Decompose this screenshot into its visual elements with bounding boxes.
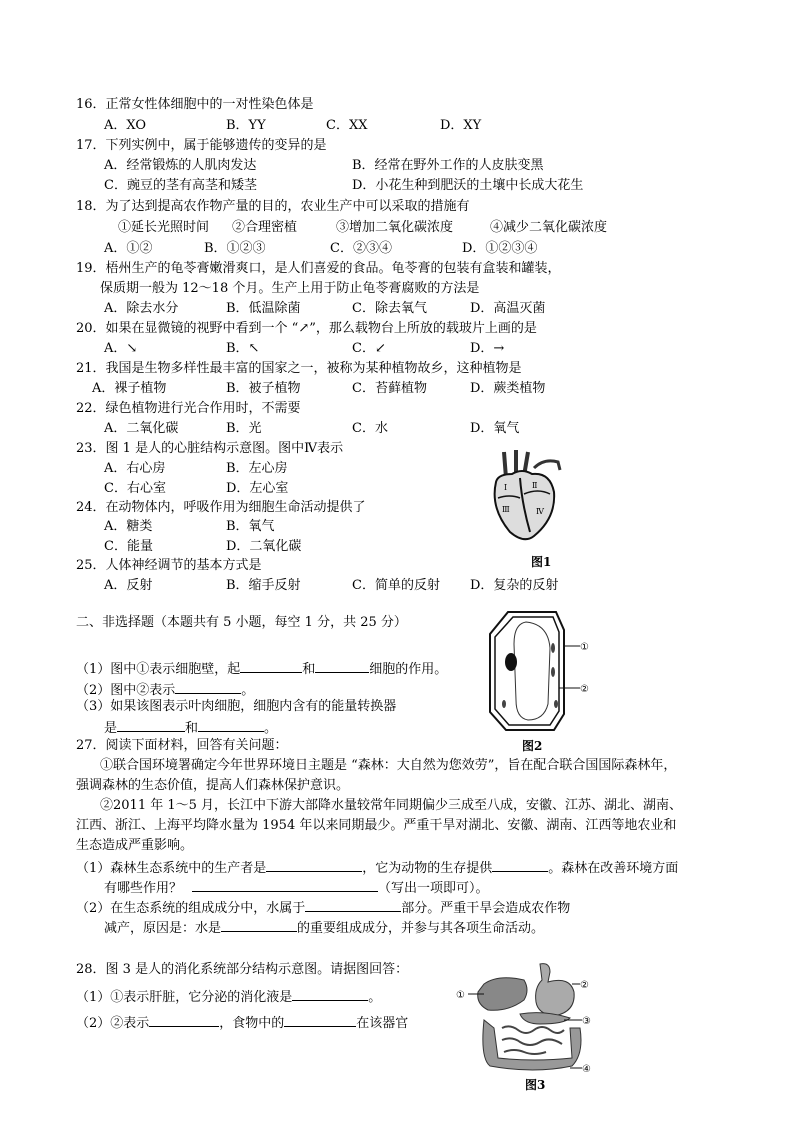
q21-stem: 21．我国是生物多样性最丰富的国家之一，被称为某种植物故乡，这种植物是 (76, 361, 522, 376)
q26-blank-2[interactable] (315, 658, 369, 673)
q18-stem: 18．为了达到提高农作物产量的目的，农业生产中可以采取的措施有 (76, 199, 470, 214)
q27-part-2-cont: 减产，原因是：水是 的重要组成成分，并参与其各项生命活动。 (104, 917, 544, 938)
q22-option-a[interactable]: A．二氧化碳 (104, 421, 179, 436)
q25-option-a[interactable]: A．反射 (104, 578, 153, 593)
heart-label-4: Ⅳ (536, 507, 544, 516)
q27-material-2: ②2011 年 1～5 月，长江中下游大部降水量较常年同期偏少三成至八成，安徽、江苏、湖北、湖南、 (100, 798, 683, 813)
q20-option-d[interactable]: D．→ (470, 341, 505, 356)
q26-part-2: （2）图中②表示 。 (76, 679, 254, 700)
q26-part-3-cont: 是 和 。 (104, 717, 277, 738)
q19-stem: 19．梧州生产的龟苓膏嫩滑爽口，是人们喜爱的食品。龟苓膏的包装有盒装和罐装， (76, 261, 561, 276)
q20-option-b[interactable]: B．↖ (226, 341, 260, 356)
q26-blank-3[interactable] (175, 679, 241, 694)
q17-option-a[interactable]: A．经常锻炼的人肌肉发达 (104, 158, 257, 173)
q24-option-d[interactable]: D．二氧化碳 (226, 539, 302, 554)
q18-option-d[interactable]: D．①②③④ (462, 241, 538, 256)
heart-label-2: Ⅱ (532, 481, 538, 490)
q27-part-2: （2）在生态系统的组成成分中，水属于 部分。严重干旱会造成农作物 (76, 897, 570, 918)
q23-option-d[interactable]: D．左心室 (226, 481, 289, 496)
q27-stem: 27．阅读下面材料，回答有关问题： (76, 738, 288, 753)
q22-option-c[interactable]: C．水 (352, 421, 388, 436)
q16-option-a[interactable]: A．XO (104, 118, 147, 133)
q27-part-1: （1）森林生态系统中的生产者是 ，它为动物的生存提供 。森林在改善环境方面 (76, 857, 678, 878)
cell-label-2: ② (580, 684, 589, 695)
q18-measure-1: ①延长光照时间 (118, 220, 210, 235)
digestive-label-3: ③ (582, 1016, 591, 1027)
q24-option-c[interactable]: C．能量 (104, 539, 153, 554)
q26-blank-1[interactable] (240, 658, 302, 673)
q18-option-b[interactable]: B．①②③ (204, 241, 266, 256)
digestive-label-1: ① (456, 990, 465, 1001)
q23-option-c[interactable]: C．右心室 (104, 481, 166, 496)
q20-option-c[interactable]: C．↙ (352, 341, 386, 356)
q25-option-d[interactable]: D．复杂的反射 (470, 578, 559, 593)
q28-blank-2[interactable] (149, 1012, 219, 1027)
q23-option-a[interactable]: A．右心房 (104, 461, 166, 476)
q27-blank-5[interactable] (221, 917, 297, 932)
q28-part-1: （1）①表示肝脏，它分泌的消化液是 。 (76, 986, 381, 1007)
q24-stem: 24．在动物体内，呼吸作用为细胞生命活动提供了 (76, 500, 366, 515)
q28-part-2: （2）②表示 ，食物中的 在该器官 (76, 1012, 408, 1033)
q26-part-3: （3）如果该图表示叶肉细胞，细胞内含有的能量转换器 (76, 699, 397, 714)
q22-stem: 22．绿色植物进行光合作用时，不需要 (76, 401, 301, 416)
q24-option-a[interactable]: A．糖类 (104, 519, 153, 534)
plant-cell-diagram-icon (486, 608, 594, 734)
q17-option-b[interactable]: B．经常在野外工作的人皮肤变黑 (352, 158, 544, 173)
q25-option-b[interactable]: B．缩手反射 (226, 578, 301, 593)
q19-option-d[interactable]: D．高温灭菌 (470, 301, 546, 316)
q21-option-c[interactable]: C．苔藓植物 (352, 381, 427, 396)
q28-stem: 28．图 3 是人的消化系统部分结构示意图。请据图回答： (76, 962, 409, 977)
q16-stem: 16．正常女性体细胞中的一对性染色体是 (76, 97, 314, 112)
q28-blank-1[interactable] (292, 986, 368, 1001)
q19-option-c[interactable]: C．除去氧气 (352, 301, 427, 316)
digestive-system-diagram-icon (454, 958, 594, 1078)
cell-label-1: ① (580, 642, 589, 653)
q26-blank-5[interactable] (198, 717, 264, 732)
figure-1-caption: 图1 (531, 555, 552, 569)
q21-option-d[interactable]: D．蕨类植物 (470, 381, 546, 396)
q27-material-2-cont: 江西、浙江、上海平均降水量为 1954 年以来同期最少。严重干旱对湖北、安徽、湖南、江西等地农业和 (76, 818, 677, 833)
q27-blank-4[interactable] (305, 897, 401, 912)
q27-material-1: ①联合国环境署确定今年世界环境日主题是 “森林：大自然为您效劳”，旨在配合联合国国际森林年， (100, 758, 677, 773)
heart-diagram-icon (484, 448, 566, 548)
q27-blank-1[interactable] (266, 857, 362, 872)
q23-option-b[interactable]: B．左心房 (226, 461, 288, 476)
q16-option-c[interactable]: C．XX (326, 118, 368, 133)
q17-stem: 17．下列实例中，属于能够遗传的变异的是 (76, 138, 327, 153)
heart-label-1: Ⅰ (504, 483, 508, 492)
figure-2-plant-cell (486, 608, 594, 734)
section-2-title: 二、非选择题（本题共有 5 小题，每空 1 分，共 25 分） (76, 615, 407, 630)
q16-option-b[interactable]: B．YY (226, 118, 266, 133)
digestive-label-2: ② (580, 980, 589, 991)
figure-3-caption: 图3 (525, 1078, 546, 1092)
q16-option-d[interactable]: D．XY (440, 118, 482, 133)
q23-stem: 23．图 1 是人的心脏结构示意图。图中Ⅳ表示 (76, 441, 344, 456)
digestive-label-4: ④ (582, 1064, 591, 1075)
q26-part-1: （1）图中①表示细胞壁，起 和 细胞的作用。 (76, 658, 447, 679)
q17-option-c[interactable]: C．豌豆的茎有高茎和矮茎 (104, 178, 257, 193)
q18-option-c[interactable]: C．②③④ (330, 241, 392, 256)
q28-blank-3[interactable] (284, 1012, 356, 1027)
q19-stem-cont: 保质期一般为 12～18 个月。生产上用于防止龟苓膏腐败的方法是 (100, 281, 480, 296)
q20-option-a[interactable]: A．↘ (104, 341, 138, 356)
q17-option-d[interactable]: D．小花生种到肥沃的土壤中长成大花生 (352, 178, 584, 193)
q19-option-a[interactable]: A．除去水分 (104, 301, 179, 316)
q18-measure-3: ③增加二氧化碳浓度 (336, 220, 454, 235)
q18-measure-4: ④减少二氧化碳浓度 (490, 220, 608, 235)
q20-stem: 20．如果在显微镜的视野中看到一个 “↗”，那么载物台上所放的载玻片上画的是 (76, 321, 537, 336)
heart-label-3: Ⅲ (502, 505, 510, 514)
q22-option-b[interactable]: B．光 (226, 421, 262, 436)
q21-option-a[interactable]: A．裸子植物 (92, 381, 167, 396)
q27-blank-2[interactable] (492, 857, 548, 872)
figure-3-digestive-system (454, 958, 594, 1078)
q18-measure-2: ②合理密植 (232, 220, 298, 235)
q27-material-1-cont: 强调森林的生态价值，提高人们森林保护意识。 (76, 778, 350, 793)
q24-option-b[interactable]: B．氧气 (226, 519, 275, 534)
q27-blank-3[interactable] (192, 877, 378, 892)
q25-option-c[interactable]: C．简单的反射 (352, 578, 440, 593)
q21-option-b[interactable]: B．被子植物 (226, 381, 301, 396)
q26-blank-4[interactable] (117, 717, 185, 732)
q27-part-1-cont: 有哪些作用？ （写出一项即可）。 (104, 877, 489, 898)
figure-2-caption: 图2 (522, 739, 543, 753)
q18-option-a[interactable]: A．①② (104, 241, 153, 256)
q22-option-d[interactable]: D．氧气 (470, 421, 520, 436)
q19-option-b[interactable]: B．低温除菌 (226, 301, 301, 316)
figure-1-heart (484, 448, 566, 548)
q25-stem: 25．人体神经调节的基本方式是 (76, 558, 262, 573)
q27-material-2-end: 生态造成严重影响。 (76, 838, 194, 853)
